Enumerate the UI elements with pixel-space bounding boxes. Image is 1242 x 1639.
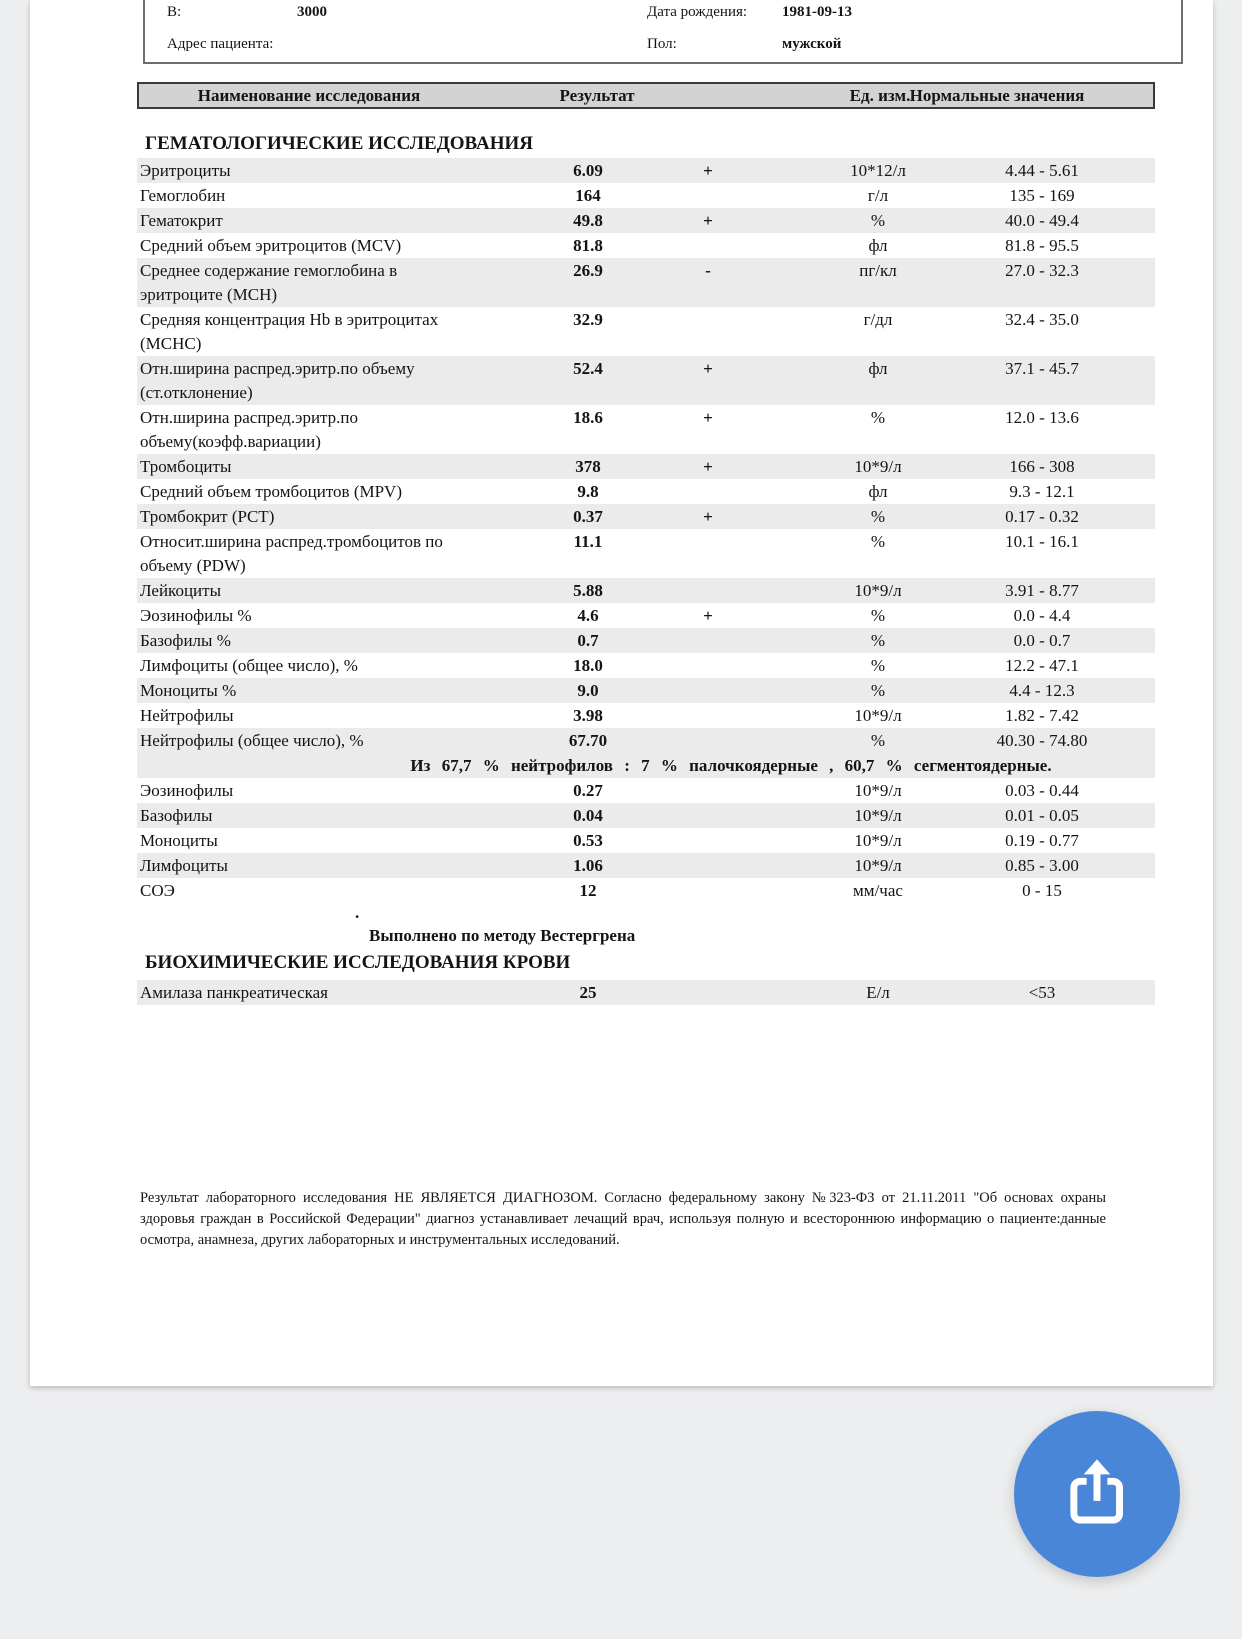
cell-range: 135 - 169: [1009, 185, 1075, 205]
cell-range: 0.03 - 0.44: [1005, 780, 1079, 800]
table-note-row: Из 67,7 % нейтрофилов : 7 % палочкоядерные , 60,7 % сегментоядерные.: [137, 753, 1155, 778]
cell-range: 4.44 - 5.61: [1005, 160, 1079, 180]
cell-unit: фл: [868, 235, 888, 255]
table-row: [137, 529, 1155, 578]
table-row: [137, 504, 1155, 529]
cell-name: Нейтрофилы (общее число), %: [140, 730, 364, 750]
patient-field-label: В:: [167, 4, 182, 20]
table-row: [137, 728, 1155, 753]
section-title-biochemistry: БИОХИМИЧЕСКИЕ ИССЛЕДОВАНИЯ КРОВИ: [145, 952, 571, 973]
disclaimer-text: Результат лабораторного исследования НЕ ЯВЛЯЕТСЯ ДИАГНОЗОМ. Согласно федеральному закону №323-ФЗ от 21.11.2011 "Об основах охраны здоровья граждан в Российской Федерации" диагноз устанавливает лечащий врач, используя полную и всестороннюю информацию о пациенте:данные осмотра, анамнеза, других лабораторных и инструментальных исследований.: [140, 1190, 1106, 1248]
cell-unit: 10*9/л: [854, 805, 902, 825]
cell-flag: +: [703, 160, 713, 180]
cell-unit: %: [870, 730, 886, 750]
cell-range: 0.19 - 0.77: [1005, 830, 1079, 850]
cell-name: Базофилы: [140, 805, 213, 825]
cell-range: 3.91 - 8.77: [1005, 580, 1079, 600]
cell-range: 32.4 - 35.0: [1005, 309, 1079, 329]
cell-range: 0.0 - 4.4: [1013, 605, 1071, 625]
cell-range: 0.17 - 0.32: [1005, 506, 1079, 526]
cell-range: 27.0 - 32.3: [1005, 260, 1079, 280]
cell-result: 49.8: [573, 210, 603, 230]
cell-name: Относит.ширина распред.тромбоцитов по объему (PDW): [140, 531, 443, 575]
table-row: [137, 853, 1155, 878]
cell-unit: %: [870, 506, 886, 526]
cell-unit: %: [870, 605, 886, 625]
cell-range: 0.01 - 0.05: [1005, 805, 1079, 825]
report-content: [137, 82, 1155, 1005]
cell-flag: +: [703, 506, 713, 526]
table-row: [137, 479, 1155, 504]
header-test-name: Наименование исследования: [197, 86, 421, 105]
cell-result: 0.04: [573, 805, 603, 825]
cell-unit: 10*9/л: [854, 456, 902, 476]
cell-unit: 10*9/л: [854, 705, 902, 725]
cell-range: <53: [1028, 982, 1056, 1002]
cell-unit: %: [870, 210, 886, 230]
cell-name: Базофилы %: [140, 630, 231, 650]
cell-result: 4.6: [577, 605, 599, 625]
cell-flag: +: [703, 407, 713, 427]
table-row: [137, 803, 1155, 828]
share-icon: [1060, 1457, 1134, 1531]
cell-unit: 10*9/л: [854, 830, 902, 850]
cell-unit: %: [870, 531, 886, 551]
patient-field-value: 3000: [297, 4, 327, 20]
cell-name: Средняя концентрация Hb в эритроцитах (MCHC): [140, 309, 439, 353]
cell-range: 37.1 - 45.7: [1005, 358, 1079, 378]
cell-result: 18.0: [573, 655, 603, 675]
cell-range: 40.30 - 74.80: [996, 730, 1088, 750]
cell-range: 4.4 - 12.3: [1009, 680, 1075, 700]
table-row: [137, 653, 1155, 678]
table-row: [137, 233, 1155, 258]
cell-unit: %: [870, 407, 886, 427]
cell-flag: +: [703, 210, 713, 230]
cell-result: 26.9: [573, 260, 603, 280]
cell-unit: 10*9/л: [854, 580, 902, 600]
cell-result: 378: [575, 456, 601, 476]
cell-name: Нейтрофилы: [140, 705, 234, 725]
cell-name: Эозинофилы: [140, 780, 234, 800]
cell-result: 0.7: [577, 630, 599, 650]
cell-result: 81.8: [573, 235, 603, 255]
header-result: Результат: [559, 86, 635, 105]
cell-name: Отн.ширина распред.эритр.по объему (ст.отклонение): [140, 358, 415, 402]
cell-result: 67.70: [568, 730, 608, 750]
cell-result: 52.4: [573, 358, 603, 378]
table-row: [137, 356, 1155, 405]
cell-unit: г/л: [867, 185, 889, 205]
cell-result: 164: [575, 185, 601, 205]
cell-name: Моноциты %: [140, 680, 237, 700]
sex-value: мужской: [782, 36, 842, 52]
cell-unit: %: [870, 630, 886, 650]
section-title-hematology: ГЕМАТОЛОГИЧЕСКИЕ ИССЛЕДОВАНИЯ: [145, 133, 534, 154]
cell-unit: %: [870, 680, 886, 700]
cell-unit: фл: [868, 358, 888, 378]
cell-result: 9.0: [577, 680, 599, 700]
cell-name: Моноциты: [140, 830, 218, 850]
cell-result: 12: [579, 880, 597, 900]
cell-result: 1.06: [573, 855, 603, 875]
cell-name: Средний объем эритроцитов (MCV): [140, 235, 402, 255]
cell-range: 10.1 - 16.1: [1005, 531, 1079, 551]
cell-range: 81.8 - 95.5: [1005, 235, 1079, 255]
birth-date-label: Дата рождения:: [647, 4, 748, 20]
table-row: [137, 405, 1155, 454]
cell-range: 0.85 - 3.00: [1005, 855, 1079, 875]
table-row: [137, 778, 1155, 803]
birth-date-value: 1981-09-13: [782, 4, 852, 20]
method-note: Выполнено по методу Вестергрена: [369, 926, 636, 945]
table-row: [137, 703, 1155, 728]
cell-name: Лимфоциты (общее число), %: [140, 655, 358, 675]
table-row: [137, 578, 1155, 603]
cell-unit: г/дл: [863, 309, 893, 329]
header-normal-range: Нормальные значения: [909, 86, 1085, 105]
cell-result: 11.1: [573, 531, 603, 551]
cell-result: 9.8: [577, 481, 599, 501]
cell-name: Отн.ширина распред.эритр.по объему(коэфф.вариации): [140, 407, 359, 451]
cell-name: Эритроциты: [140, 160, 231, 180]
footnote-dot: .: [355, 903, 360, 922]
cell-result: 18.6: [573, 407, 603, 427]
cell-range: 12.2 - 47.1: [1005, 655, 1079, 675]
cell-name: СОЭ: [140, 880, 175, 900]
cell-result: 0.37: [573, 506, 603, 526]
table-row: [137, 628, 1155, 653]
cell-unit: 10*9/л: [854, 855, 902, 875]
cell-unit: 10*12/л: [850, 160, 906, 180]
cell-range: 9.3 - 12.1: [1009, 481, 1075, 501]
header-unit: Ед. изм.: [849, 86, 911, 105]
cell-unit: Е/л: [866, 982, 890, 1002]
table-row: [137, 208, 1155, 233]
cell-name: Лейкоциты: [140, 580, 221, 600]
table-row: [137, 158, 1155, 183]
cell-name: Амилаза панкреатическая: [140, 982, 328, 1002]
cell-unit: %: [870, 655, 886, 675]
cell-result: 32.9: [573, 309, 603, 329]
cell-result: 5.88: [573, 580, 603, 600]
table-row: [137, 307, 1155, 356]
share-button[interactable]: [1014, 1411, 1180, 1577]
cell-result: 0.53: [573, 830, 603, 850]
cell-name: Гемоглобин: [140, 185, 226, 205]
cell-unit: 10*9/л: [854, 780, 902, 800]
sex-label: Пол:: [647, 36, 677, 52]
cell-name: Лимфоциты: [140, 855, 228, 875]
table-row: [137, 828, 1155, 853]
table-row: [137, 678, 1155, 703]
table-row: [137, 454, 1155, 479]
cell-name: Среднее содержание гемоглобина в эритроците (MCH): [140, 260, 398, 304]
cell-flag: +: [703, 605, 713, 625]
cell-result: 3.98: [573, 705, 603, 725]
cell-range: 0 - 15: [1022, 880, 1062, 900]
table-header-row: [137, 82, 1155, 109]
table-row: [137, 878, 1155, 903]
cell-range: 40.0 - 49.4: [1005, 210, 1079, 230]
cell-unit: фл: [868, 481, 888, 501]
cell-range: 0.0 - 0.7: [1013, 630, 1071, 650]
table-row: [137, 980, 1155, 1005]
patient-info-box: [143, 0, 1183, 64]
cell-name: Тромбоциты: [140, 456, 232, 476]
cell-result: 0.27: [573, 780, 603, 800]
cell-name: Тромбокрит (PCT): [140, 506, 275, 526]
cell-unit: пг/кл: [859, 260, 897, 280]
cell-name: Эозинофилы %: [140, 605, 252, 625]
patient-address-label: Адрес пациента:: [167, 36, 274, 52]
cell-result: 25: [579, 982, 597, 1002]
hematology-table: [137, 158, 1155, 903]
document-page: [30, 0, 1213, 1386]
cell-flag: +: [703, 358, 713, 378]
cell-result: 6.09: [573, 160, 603, 180]
biochemistry-table: [137, 980, 1155, 1005]
cell-name: Гематокрит: [140, 210, 223, 230]
cell-flag: +: [703, 456, 713, 476]
table-row: [137, 603, 1155, 628]
cell-range: 12.0 - 13.6: [1005, 407, 1079, 427]
cell-range: 1.82 - 7.42: [1005, 705, 1079, 725]
cell-flag: -: [705, 260, 711, 280]
cell-range: 166 - 308: [1009, 456, 1075, 476]
cell-unit: мм/час: [853, 880, 903, 900]
table-row: [137, 183, 1155, 208]
table-row: [137, 258, 1155, 307]
cell-name: Средний объем тромбоцитов (MPV): [140, 481, 402, 501]
